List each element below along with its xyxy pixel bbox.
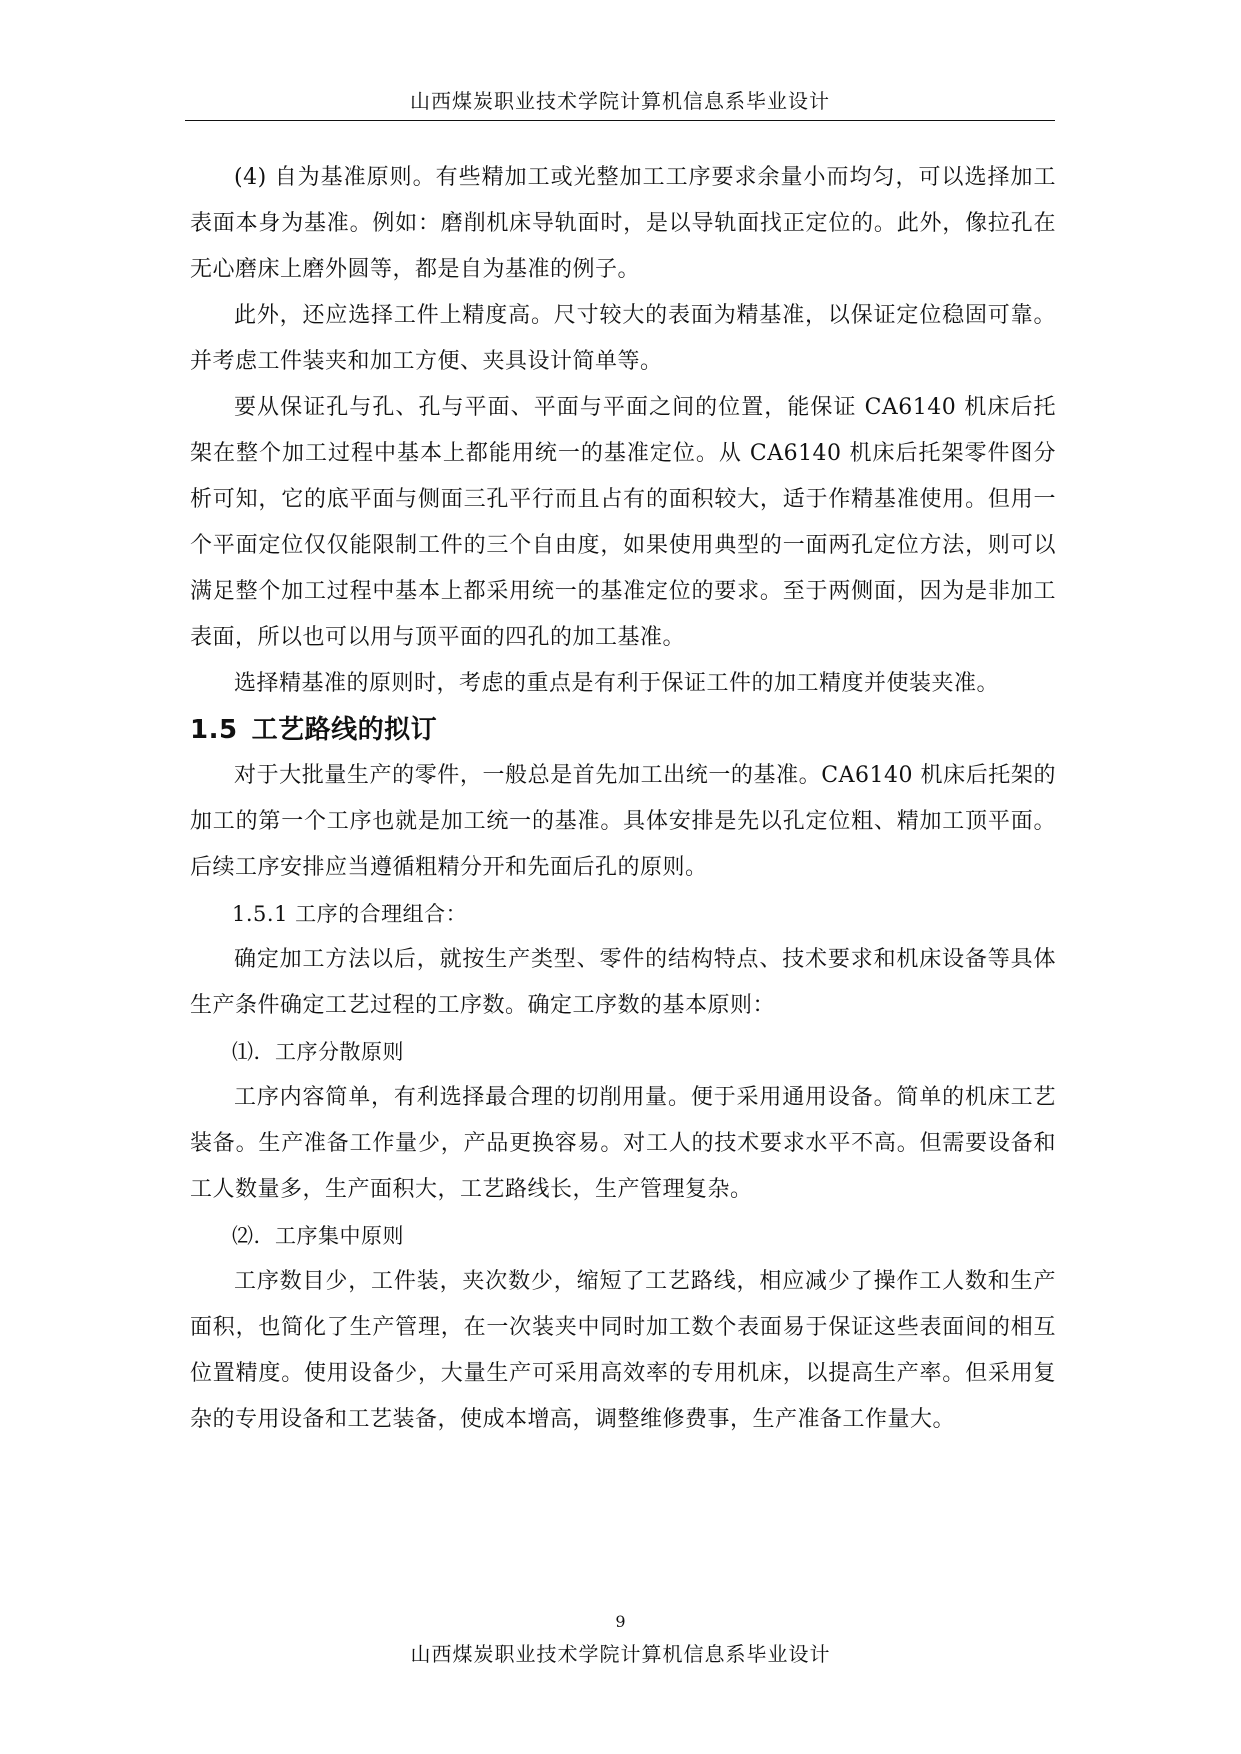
paragraph-dispersion: 工序内容简单，有利选择最合理的切削用量。便于采用通用设备。简单的机床工艺装备。生产准备工作量少，产品更换容易。对工人的技术要求水平不高。但需要设备和工人数量多，生产面积大，工艺路线长，生产管理复杂。 xyxy=(190,1085,1056,1202)
paragraph-concentration: 工序数目少，工件装，夹次数少，缩短了工艺路线，相应减少了操作工人数和生产面积，也简化了生产管理，在一次装夹中同时加工数个表面易于保证这些表面间的相互位置精度。使用设备少，大量生产可采用高效率的专用机床，以提高生产率。但采用复杂的专用设备和工艺装备，使成本增高，调整维修费事，生产准备工作量大。 xyxy=(190,1269,1056,1432)
page-footer: 山西煤炭职业技术学院计算机信息系毕业设计 xyxy=(410,1642,831,1666)
subsection-heading: 1.5.1 工序的合理组合： xyxy=(232,902,468,926)
header-divider xyxy=(185,120,1055,121)
paragraph-subsection-intro: 确定加工方法以后，就按生产类型、零件的结构特点、技术要求和机床设备等具体生产条件确定工艺过程的工序数。确定工序数的基本原则： xyxy=(190,947,1056,1018)
paragraph-precision-datum: 此外，还应选择工件上精度高。尺寸较大的表面为精基准，以保证定位稳固可靠。并考虑工件装夹和加工方便、夹具设计简单等。 xyxy=(190,303,1056,374)
item-heading-concentration: ⑵．工序集中原则 xyxy=(232,1224,404,1248)
page-number: 9 xyxy=(615,1612,626,1631)
paragraph-section-intro: 对于大批量生产的零件，一般总是首先加工出统一的基准。CA6140 机床后托架的加工的第一个工序也就是加工统一的基准。具体安排是先以孔定位粗、精加工顶平面。后续工序安排应当遵循粗精分开和先面后孔的原则。 xyxy=(190,763,1056,880)
section-title: 工艺路线的拟订 xyxy=(251,715,438,745)
paragraph-self-datum: (4) 自为基准原则。有些精加工或光整加工工序要求余量小而均匀，可以选择加工表面本身为基准。例如：磨削机床导轨面时，是以导轨面找正定位的。此外，像拉孔在无心磨床上磨外圆等，都是自为基准的例子。 xyxy=(190,165,1056,282)
section-heading xyxy=(190,707,1056,753)
paragraph-unified-datum: 要从保证孔与孔、孔与平面、平面与平面之间的位置，能保证 CA6140 机床后托架在整个加工过程中基本上都能用统一的基准定位。从 CA6140 机床后托架零件图分析可知，它的底平面与侧面三孔平行而且占有的面积较大，适于作精基准使用。但用一个平面定位仅仅能限制工件的三个自由度，如果使用典型的一面两孔定位方法，则可以满足整个加工过程中基本上都采用统一的基准定位的要求。至于两侧面，因为是非加工表面，所以也可以用与顶平面的四孔的加工基准。 xyxy=(190,395,1056,650)
paragraph-datum-principle: 选择精基准的原则时，考虑的重点是有利于保证工件的加工精度并使装夹准。 xyxy=(234,671,1000,696)
page-body xyxy=(190,155,1056,1443)
page-header: 山西煤炭职业技术学院计算机信息系毕业设计 xyxy=(410,89,830,113)
section-number: 1.5 xyxy=(190,715,238,745)
item-heading-dispersion: ⑴．工序分散原则 xyxy=(232,1040,404,1064)
